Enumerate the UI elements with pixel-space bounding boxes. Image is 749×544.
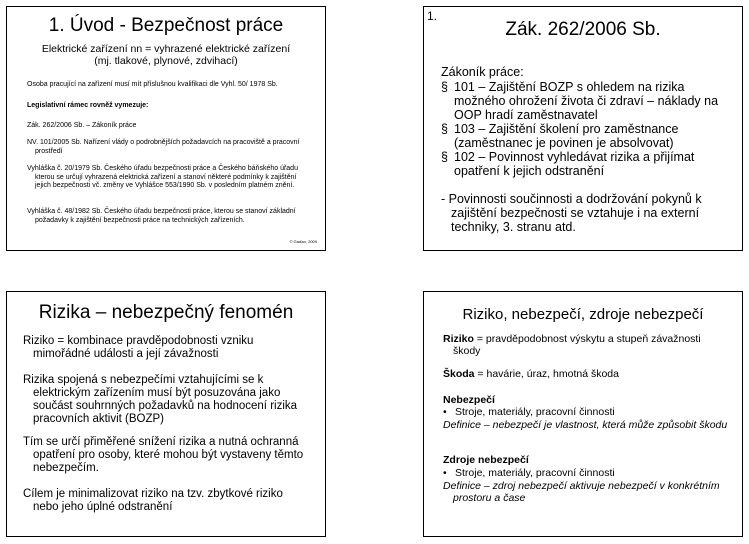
slide-3 xyxy=(6,291,326,537)
bullet-mark: • xyxy=(443,406,447,418)
slide-4 xyxy=(423,291,743,537)
slide-3-title: Rizika – nebezpečný fenomén xyxy=(38,302,294,323)
zdroje-heading xyxy=(443,455,728,467)
slide-2-title: Zák. 262/2006 Sb. xyxy=(505,19,661,40)
slide-2 xyxy=(423,6,743,251)
risk-assessment: Rizika spojená s nebezpečími vztahujícími se k elektrickým zařízením musí být posuzována jako součást souhrnných požadavků na hodnocení rizika pracovních aktivit (BOZP) xyxy=(23,374,298,425)
slide-2-intro: Zákoník práce: xyxy=(441,65,524,79)
vyhlaska-20-note: Vyhláška č. 20/1979 Sb. Českého úřadu bezpečnosti práce a Českého báňského úřadu kterou se určují vyhrazená elektrická zařízení a stanoví některé podmínky k zajištění jejich bezpečnosti vč. změny ve Vyhlášce 553/1990 Sb. v posledním platném znění. xyxy=(27,165,298,189)
nebezpeci-bullet-text: Stroje, materiály, pracovní činnosti xyxy=(455,406,615,418)
list-item xyxy=(441,122,732,150)
vyhlaska-48-note: Vyhláška č. 48/1982 Sb. Českého úřadu bezpečnosti práce, kterou se stanoví základní požadavky k zajištění bezpečnosti práce na technických zařízeních. xyxy=(27,208,296,224)
riziko-def: = pravděpodobnost výskytu a stupeň závažnosti škody xyxy=(453,333,701,357)
slide-4-title: Riziko, nebezpečí, zdroje nebezpečí xyxy=(462,306,704,323)
nebezpeci-def: Definice – nebezpečí je vlastnost, která může způsobit škodu xyxy=(443,419,728,431)
risk-reduction: Tím se určí přiměřené snížení rizika a nutná ochranná opatření pro osoby, které mohou být vystaveny těmto nebezpečím. xyxy=(23,436,304,474)
section-mark: § xyxy=(441,80,448,94)
zdroje-head-text: Zdroje nebezpečí xyxy=(443,454,529,466)
zdroje-bullet xyxy=(443,468,728,480)
law-262-note: Zák. 262/2006 Sb. – Zákoník práce xyxy=(27,122,137,129)
risk-goal: Cílem je minimalizovat riziko na tzv. zbytkové riziko nebo jeho úplné odstranění xyxy=(23,488,283,513)
section-mark: § xyxy=(441,122,448,136)
list-item-text: 103 – Zajištění školení pro zaměstnance (zaměstnanec je povinen je absolvovat) xyxy=(454,122,679,150)
slide-1-title: 1. Úvod - Bezpečnost práce xyxy=(48,15,284,36)
nebezpeci-head-text: Nebezpečí xyxy=(443,394,495,406)
risk-definition: Riziko = kombinace pravděpodobnosti vzniku mimořádné události a její závažnosti xyxy=(23,335,254,360)
skoda-def: = havárie, úraz, hmotná škoda xyxy=(474,368,619,380)
slide-1-subtitle xyxy=(7,43,325,67)
list-item-text: 101 – Zajištění BOZP s ohledem na rizika možného ohrožení života či zdraví – náklady na OOP hradí zaměstnavatel xyxy=(454,80,719,122)
riziko-definition xyxy=(443,334,728,357)
nebezpeci-bullet xyxy=(443,407,728,419)
nebezpeci-heading xyxy=(443,395,728,407)
slide-1 xyxy=(6,6,326,251)
riziko-term: Riziko xyxy=(443,333,474,345)
subtitle-line-2: (mj. tlakové, plynové, zdvihací) xyxy=(94,55,238,67)
section-mark: § xyxy=(441,150,448,164)
dash-item: - Povinnosti součinnosti a dodržování pokynů k zajištění bezpečnosti se vztahuje i na externí techniky, 3. stranu atd. xyxy=(441,192,702,234)
list-item-text: 102 – Povinnost vyhledávat rizika a přijímat opatření k jejich odstranění xyxy=(454,150,695,178)
skoda-definition xyxy=(443,369,728,381)
nv-101-note: NV. 101/2005 Sb. Nařízení vlády o podrobnějších požadavcích na pracoviště a pracovní prostředí xyxy=(27,139,300,155)
skoda-term: Škoda xyxy=(443,368,475,380)
bullet-mark: • xyxy=(443,467,447,479)
zdroje-bullet-text: Stroje, materiály, pracovní činnosti xyxy=(455,467,615,479)
qualification-note: Osoba pracující na zařízení musí mít příslušnou kvalifikaci dle Vyhl. 50/ 1978 Sb. xyxy=(27,81,278,88)
copyright: © Gaďan, 2009 xyxy=(289,239,317,244)
list-item xyxy=(441,80,732,122)
list-item xyxy=(441,150,732,178)
subtitle-line-1: Elektrické zařízení nn = vyhrazené elektrické zařízení xyxy=(41,43,291,55)
legislative-heading: Legislativní rámec rovněž vymezuje: xyxy=(27,102,149,109)
slide-2-body xyxy=(441,65,732,234)
zdroje-def: Definice – zdroj nebezpečí aktivuje nebezpečí v konkrétním prostoru a čase xyxy=(443,480,720,504)
slide-2-number: 1. xyxy=(427,9,438,23)
